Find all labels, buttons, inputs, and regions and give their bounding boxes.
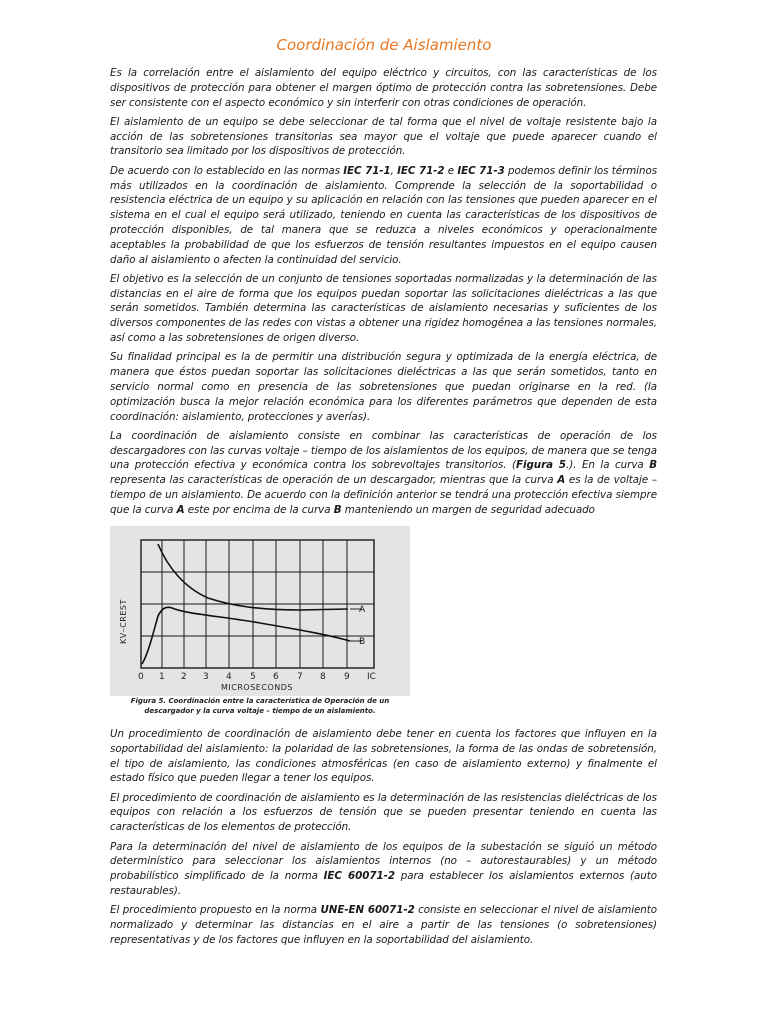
paragraph: Para la determinación del nivel de aislamiento de los equipos de la subestación se siguió un método determinístico para seleccionar los aislamientos internos (no – autorestaurables) y un método probabilístico simplificado de la norma IEC 60071-2 para establecer los aislamientos externos (auto restaurables). xyxy=(110,840,658,897)
x-tick-label: 3 xyxy=(203,672,209,682)
bold-text: UNE-EN 60071-2 xyxy=(320,904,415,917)
paragraph: El objetivo es la selección de un conjunto de tensiones soportadas normalizadas y la determinación de las distancias en el aire de forma que los equipos puedan soportar las solicitaciones dieléctricas a las que serán sometidos. También determina las características de aislamiento necesarias y suficientes de los diversos componentes de las redes con vistas a obtener una rigidez homogénea a las tensiones normales, así como a las sobretensiones de origen diverso. xyxy=(110,272,657,345)
bold-text: A xyxy=(176,503,185,516)
figure-5 xyxy=(110,526,410,721)
x-tick-label: 7 xyxy=(297,672,303,682)
bold-text: B xyxy=(333,503,342,516)
body-text-bottom xyxy=(110,727,657,952)
bold-text: IEC 71-1 xyxy=(343,164,391,177)
curve-label-b: B xyxy=(359,637,366,647)
x-axis-label: MICROSECONDS xyxy=(221,683,293,692)
paragraph: Un procedimiento de coordinación de aislamiento debe tener en cuenta los factores que influyen en la soportabilidad del aislamiento: la polaridad de las sobretensiones, la forma de las ondas de sobretensión, el tipo de aislamiento, las condiciones atmosféricas (en caso de aislamiento externo) y finalmente el estado físico que pueden llegar a tener los equipos. xyxy=(110,728,657,785)
x-tick-label: IC xyxy=(367,672,376,682)
paragraph: El procedimiento de coordinación de aislamiento es la determinación de las resistencias dieléctricas de los equipos con relación a los esfuerzos de tensión que se pueden presentar teniendo en cuenta las características de los elementos de protección. xyxy=(110,791,657,834)
x-tick-label: 1 xyxy=(159,672,165,682)
x-tick-label: 9 xyxy=(344,672,350,682)
bold-text: IEC 71-2 xyxy=(397,164,445,177)
bold-text: IEC 71-3 xyxy=(457,164,505,177)
bold-text: B xyxy=(649,459,657,472)
curve-label-a: A xyxy=(359,605,366,615)
page-title: Coordinación de Aislamiento xyxy=(276,36,492,54)
paragraph: Su finalidad principal es la de permitir una distribución segura y optimizada de la energía eléctrica, de manera que éstos puedan soportar las solicitaciones dieléctricas a las que serán sometidos, tanto en servicio normal como en presencia de las sobretensiones que puedan originarse en la red. (la optimización busca la mejor relación económica para los diferentes parámetros que dependen de esta coordinación: aislamiento, protecciones y averías). xyxy=(110,351,657,423)
x-tick-label: 0 xyxy=(138,672,144,682)
x-tick-label: 4 xyxy=(226,672,232,682)
paragraph: El procedimiento propuesto en la norma UNE-EN 60071-2 consiste en seleccionar el nivel de aislamiento normalizado y determinar las distancias en el aire a partir de las tensiones (o sobretensiones) representativas y de los factores que influyen en la soportabilidad del aislamiento. xyxy=(110,904,657,946)
paragraph: Es la correlación entre el aislamiento del equipo eléctrico y circuitos, con las características de los dispositivos de protección para obtener el margen óptimo de protección contra las sobretensiones. Debe ser consistente con el aspecto económico y sin interferir con otras condiciones de operación. xyxy=(110,67,657,109)
x-tick-label: 8 xyxy=(320,672,326,682)
paragraph: De acuerdo con lo establecido en las normas IEC 71-1, IEC 71-2 e IEC 71-3 podemos definir los términos más utilizados en la coordinación de aislamiento. Comprende la selección de la soportabilidad o resistencia eléctrica de un equipo y su aplicación en relación con las tensiones que pueden aparecer en el sistema en el cual el equipo será utilizado, teniendo en cuenta las características de los dispositivos de protección disponibles, de tal manera que se reduzca a niveles económicos y operacionalmente aceptables la probabilidad de que los esfuerzos de tensión resultantes impuestos en el equipo causen daño al aislamiento o afecten la continuidad del servicio. xyxy=(110,164,658,266)
bold-text: A xyxy=(557,474,566,487)
figure-caption: Figura 5. Coordinación entre la característica de Operación de un descargador y la curva voltaje – tiempo de un aislamiento. xyxy=(130,697,390,715)
paragraph: La coordinación de aislamiento consiste en combinar las características de operación de los descargadores con las curvas voltaje – tiempo de los aislamientos de los equipos, de manera que se tenga una protección efectiva y económica contra los sobrevoltajes transitorios. (Figura 5.). En la curva B representa las características de operación de un descargador, mientras que la curva A es la de voltaje – tiempo de un aislamiento. De acuerdo con la definición anterior se tendrá una protección efectiva siempre que la curva A este por encima de la curva B manteniendo un margen de seguridad adecuado xyxy=(110,429,657,516)
x-tick-label: 6 xyxy=(273,672,279,682)
paragraph: El aislamiento de un equipo se debe seleccionar de tal forma que el nivel de voltaje resistente bajo la acción de las sobretensiones transitorias sea mayor que el voltaje que puede aparecer cuando el transitorio sea limitado por los dispositivos de protección. xyxy=(110,115,657,158)
x-tick-label: 5 xyxy=(250,672,256,682)
x-tick-label: 2 xyxy=(181,672,187,682)
bold-text: Figura 5 xyxy=(516,459,566,472)
body-text-top xyxy=(110,66,657,522)
y-axis-label: KV–CREST xyxy=(119,599,128,644)
voltage-time-figure xyxy=(110,526,410,696)
bold-text: IEC 60071-2 xyxy=(323,870,395,883)
